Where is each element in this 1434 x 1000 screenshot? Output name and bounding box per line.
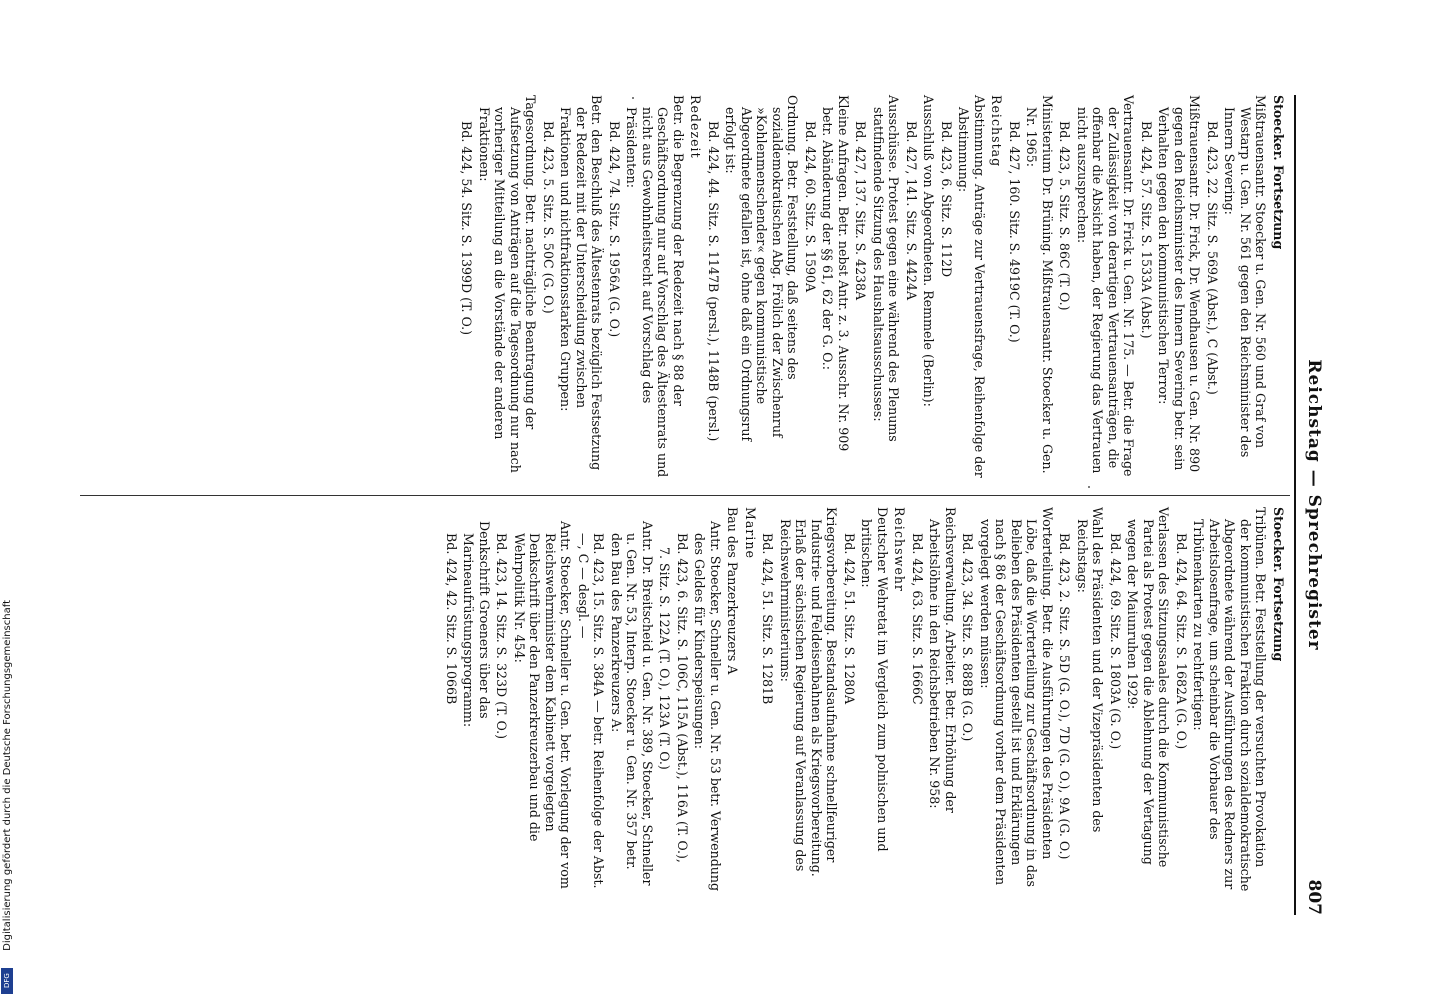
page-reference: Bd. 424, 60. Sitz. S. 1590A bbox=[803, 121, 818, 293]
register-entry: Tagesordnung. Betr. nachträgliche Beantragung der Aufsetzung von Anträgen auf die Tagesordnung nur nach vorheriger Mitteilung an die Vorstände der anderen Fraktionen: bbox=[477, 95, 539, 473]
page-number: 807 bbox=[1304, 879, 1324, 915]
column-separator bbox=[80, 495, 1290, 496]
page-reference: Bd. 423, 5. Sitz. S. 50C (G. O.) bbox=[541, 121, 556, 314]
register-entry: Antr. Stoecker, Schneller u. Gen. Nr. 53 betr. Verwendung des Geldes für Kinderspeisungen: bbox=[692, 521, 723, 892]
page-reference: 7. Sitz. S. 122A (T. O.), 123A (T. O.) bbox=[657, 547, 673, 770]
speaker-heading: Stoecker. Fortsetzung bbox=[1271, 95, 1286, 250]
page-reference: Bd. 427, 160. Sitz. S. 4919C (T. O.) bbox=[1007, 121, 1022, 343]
page-reference: Bd. 423, 14. Sitz. S. 323D (T. O.) bbox=[494, 533, 510, 740]
page-reference: Bd. 423, 2. Sitz. S. 5D (G. O.), 7D (G. O.), 9A (G. O.) bbox=[1057, 533, 1073, 860]
page-reference: Bd. 423, 34. Sitz. S. 888B (G. O.) bbox=[960, 533, 976, 742]
register-entry: Worterteilung. Betr. die Ausführungen des Präsidenten Löbe, daß die Worterteilung zur Geschäftsordnung in das Belieben des Präsidenten gestellt ist und Erklärungen nach § 86 der Geschäftsordnung vorher dem Präsidenten vorgelegt werden müssen: bbox=[978, 507, 1055, 887]
section-heading: Reichstag bbox=[989, 95, 1005, 168]
register-entry: Denkschrift Groeners über das Marineaufrüstungsprogramm: bbox=[461, 521, 492, 728]
register-entry: Bau des Panzerkreuzers A bbox=[725, 507, 741, 675]
register-entry: Ministerium Dr. Brüning. Mißtrauensantr. Stoecker u. Gen. Nr. 1965: bbox=[1024, 95, 1055, 474]
header-rule bbox=[1294, 95, 1296, 915]
digitization-note: Digitalisierung gefördert durch die Deutsche Forschungsgemeinschaft bbox=[2, 600, 13, 951]
right-column bbox=[442, 507, 1287, 892]
scan-speck bbox=[632, 97, 634, 99]
page-reference: Bd. 424, 74. Sitz. S. 1956A (G. O.) bbox=[607, 121, 622, 338]
register-entry: Ausschüsse. Protest gegen eine während des Plenums stattfindende Sitzung des Haushaltsausschusses: bbox=[871, 95, 902, 442]
register-entry: Verlassen des Sitzungssaales durch die Kommunistische Partei als Protest gegen die Ablehnung der Vertagung wegen der Maiunruhen 1929: bbox=[1125, 507, 1172, 868]
header-title: Reichstag — Sprechregister bbox=[1304, 359, 1324, 651]
page-reference: Bd. 424, 42. Sitz. S. 1066B bbox=[444, 533, 459, 705]
page-reference: Bd. 423, 5. Sitz. S. 86C (T. O.) bbox=[1057, 121, 1073, 311]
page-content bbox=[74, 95, 1324, 915]
page-reference: Bd. 423, 15. Sitz. S. 384A — betr. Reihenfolge der Abst. —, C — desgl. — bbox=[576, 533, 607, 889]
register-entry: Ausschluß von Abgeordneten. Remmele (Berlin): bbox=[921, 95, 937, 407]
register-entry: Kleine Anfragen. Betr. nebst Antr. z. 3. Ausschr. Nr. 909 betr. Abänderung der §§ 61, 62 der G. O.: bbox=[820, 95, 851, 452]
speaker-heading: Stoecker. Fortsetzung bbox=[1271, 507, 1286, 662]
page-reference: Bd. 424, 69. Sitz. S. 1803A (G. O.) bbox=[1108, 533, 1123, 750]
register-entry: Abstimmung. Anträge zur Vertrauensfrage, Reihenfolge der Abstimmung: bbox=[956, 95, 987, 478]
register-entry: Mißtrauensantr. Dr. Frick, Dr. Wendhausen u. Gen. Nr. 890 gegen den Reichsminister des Innern Severing betr. sein Verhalten gegen den kommunistischen Terror: bbox=[1156, 95, 1203, 473]
page-reference: Bd. 424, 63. Sitz. S. 1666C bbox=[910, 533, 925, 705]
page-reference: Bd. 424, 54. Sitz. S. 1399D (T. O.) bbox=[459, 121, 475, 336]
register-entry: Betr. die Begrenzung der Redezeit nach § 88 der Geschäftsordnung nur auf Vorschlag des Ältestenrats und nicht aus Gewohnheitsrecht auf Vorschlag des Präsidenten: bbox=[624, 95, 686, 478]
page-reference: Bd. 427, 141. Sitz. S. 4424A bbox=[904, 121, 919, 301]
page-reference: Bd. 424, 51. Sitz. S. 1281B bbox=[760, 533, 776, 705]
register-entry: Vertrauensantr. Dr. Frick u. Gen. Nr. 175. — Betr. die Frage der Zulässigkeit von derartigen Vertrauensanträgen, die offenbar die Absicht haben, der Regierung das Vertrauen nicht auszusprechen: bbox=[1075, 95, 1137, 477]
left-column bbox=[457, 95, 1286, 480]
page-reference: Bd. 424, 51. Sitz. S. 1280A bbox=[842, 533, 857, 705]
scan-speck bbox=[1088, 486, 1090, 488]
register-entry: Antr. Stoecker, Schneller u. Gen. betr. Vorlegung der vom Reichswehrminister dem Kabinett vorgelegten Denkschrift über den Panzerkreuzerbau und die Wehrpolitik Nr. 454: bbox=[512, 521, 574, 889]
page-reference: Bd. 423, 6. Sitz. S. 106C, 115A (Abst.), 116A (T. O.), bbox=[675, 533, 690, 863]
section-heading: Reichswehr bbox=[892, 507, 908, 592]
page-reference: Bd. 424, 44. Sitz. S. 1147B (persl.), 1148B (persl.) bbox=[706, 121, 721, 442]
page-reference: Bd. 424, 57. Sitz. S. 1533A (Abst.) bbox=[1139, 121, 1154, 339]
register-entry: Betr. den Beschluß des Ältestenrats bezüglich Festsetzung der Redezeit mit der Unterscheidung zwischen Fraktionen und nichtfraktionsstarken Gruppen: bbox=[558, 95, 605, 471]
page-header bbox=[1296, 95, 1324, 915]
register-entry: Deutscher Wehretat im Vergleich zum polnischen und britischen: bbox=[859, 507, 890, 852]
register-entry: Tribünen. Betr. Feststellung der versuchten Provokation der kommunistischen Fraktion durch sozialdemokratische Abgeordnete während der Ausführungen des Redners zur Arbeitslosenfrage, um scheinbar die Vorbauer des Tribünenkarten zu rechtfertigen: bbox=[1191, 507, 1269, 892]
register-entry: Mißtrauensantr. Stoecker u. Gen. Nr. 560 und Graf von Westarp u. Gen. Nr. 561 gegen den Reichsminister des Innern Severing: bbox=[1222, 95, 1269, 458]
section-heading: Redezeit bbox=[688, 95, 704, 159]
register-entry: Antr. Dr. Breitscheid u. Gen. Nr. 389, Stoecker, Schneller u. Gen. Nr. 53, Interp. Stoecker u. Gen. Nr. 357 betr. den Bau des Panzerkreuzers A: bbox=[609, 521, 655, 886]
dfg-logo: DFG bbox=[1, 968, 13, 994]
page-reference: Bd. 427, 137. Sitz. S. 4238A bbox=[853, 121, 869, 301]
page-reference: Bd. 423, 6. Sitz. S. 112D bbox=[939, 121, 954, 278]
section-heading: Marine bbox=[743, 507, 758, 560]
register-entry: Wahl des Präsidenten und der Vizepräsidenten des Reichstags: bbox=[1075, 507, 1106, 833]
register-entry: Reichsverwaltung. Arbeiter. Betr. Erhöhung der Arbeitslöhne in den Reichsbetrieben Nr. 958: bbox=[927, 507, 958, 813]
register-entry: Ordnung. Betr. Feststellung, daß seitens des sozialdemokratischen Abg. Frölich der Zwischenruf »Kohlenmenschender« gegen kommunistische Abgeordnete gefallen ist, ohne daß ein Ordnungsruf erfolgt ist: bbox=[723, 95, 801, 442]
register-entry: Kriegsvorbereitung. Bestandsaufnahme schnellfeuriger Industrie- und Feldeisenbahnen als Kriegsvorbereitung. Erlaß der sächsischen Regierung auf Veranlassung des Reichswehrministeriums: bbox=[778, 507, 840, 877]
page-reference: Bd. 424, 64. Sitz. S. 1682A (G. O.) bbox=[1174, 533, 1189, 750]
page-reference: Bd. 423, 22. Sitz. S. 569A (Abst.), C (Abst.) bbox=[1205, 121, 1220, 395]
